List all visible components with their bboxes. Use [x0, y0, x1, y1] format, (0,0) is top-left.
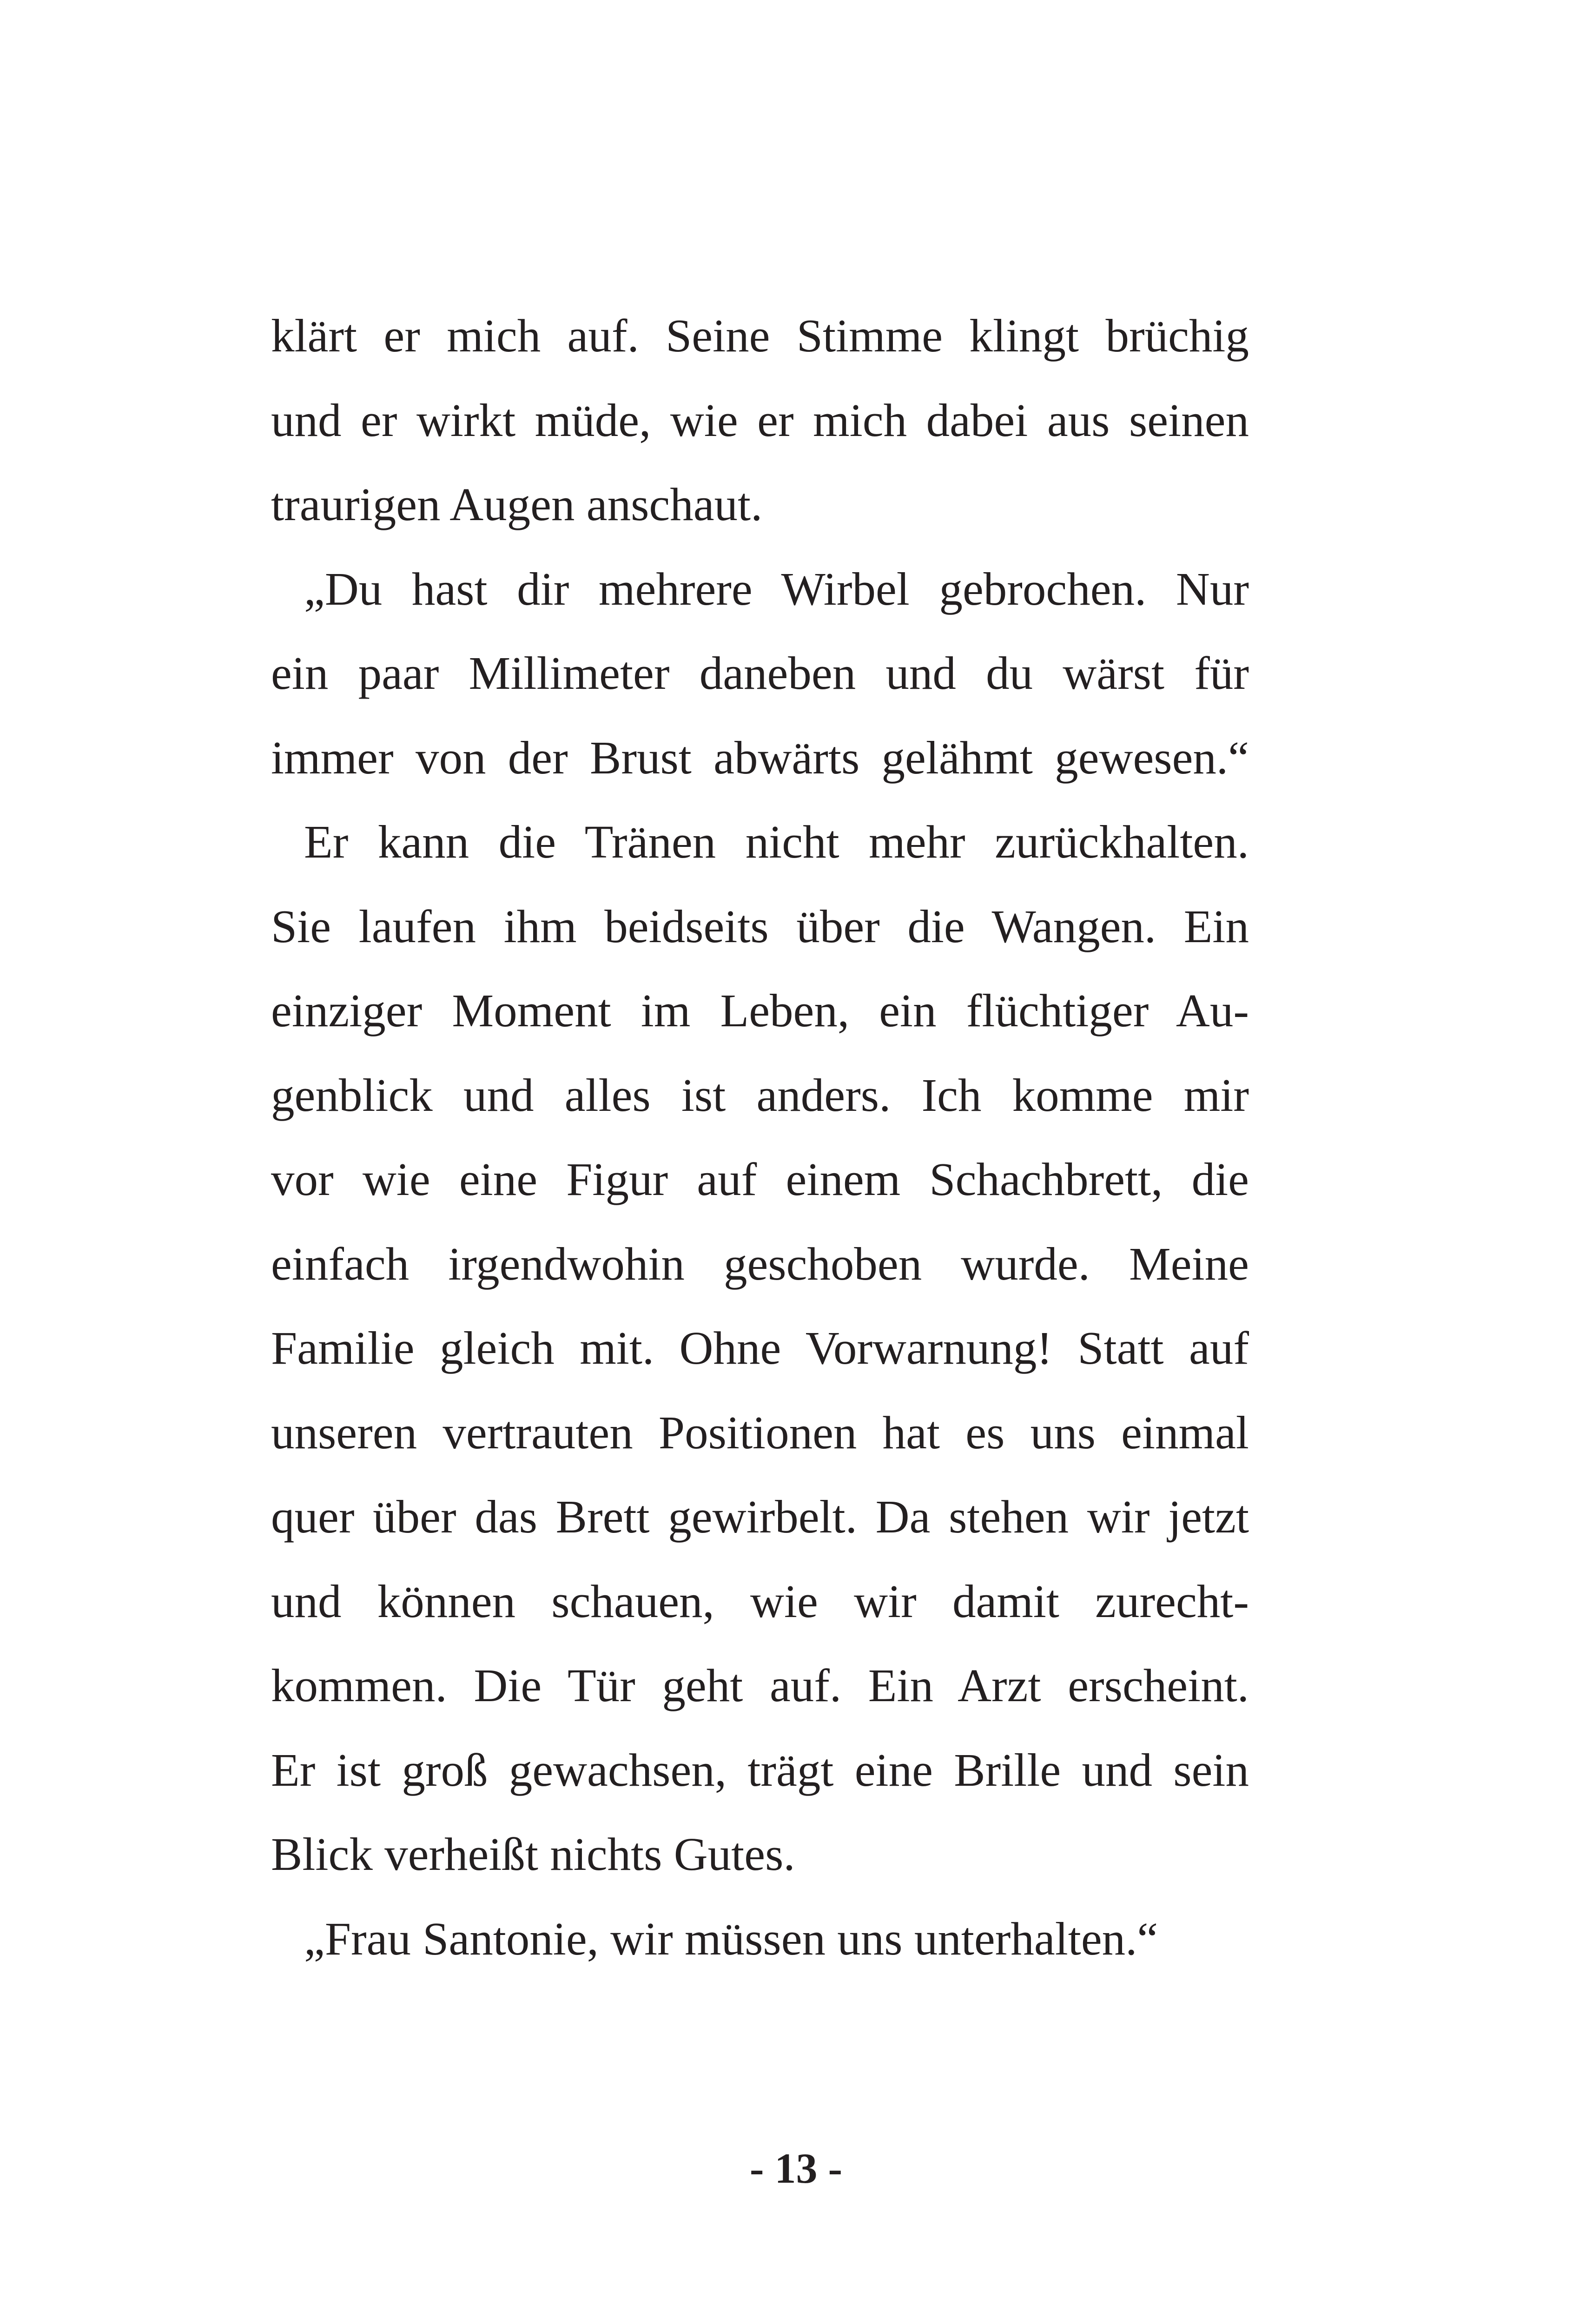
text-line: und können schauen, wie wir damit zurecht-	[271, 1575, 1249, 1627]
text-line: ein paar Millimeter daneben und du wärst für	[271, 647, 1249, 699]
text-line: einziger Moment im Leben, ein flüchtiger Au-	[271, 984, 1249, 1037]
text-line: Familie gleich mit. Ohne Vorwarnung! Statt auf	[271, 1322, 1249, 1374]
text-line: Blick verheißt nichts Gutes.	[271, 1828, 795, 1880]
body-text	[271, 294, 1249, 1981]
page-number: - 13 -	[749, 2145, 843, 2192]
text-line: „Du hast dir mehrere Wirbel gebrochen. Nur	[304, 562, 1249, 615]
text-line: traurigen Augen anschaut.	[271, 478, 763, 530]
text-line: genblick und alles ist anders. Ich komme mir	[271, 1069, 1249, 1121]
text-line: kommen. Die Tür geht auf. Ein Arzt erscheint.	[271, 1659, 1249, 1711]
text-line: unseren vertrauten Positionen hat es uns einmal	[271, 1406, 1249, 1459]
text-line: vor wie eine Figur auf einem Schachbrett, die	[271, 1153, 1249, 1205]
text-line: quer über das Brett gewirbelt. Da stehen wir jetzt	[271, 1491, 1249, 1543]
text-line: „Frau Santonie, wir müssen uns unterhalten.“	[304, 1912, 1158, 1965]
text-line: und er wirkt müde, wie er mich dabei aus seinen	[271, 394, 1249, 446]
text-line: einfach irgendwohin geschoben wurde. Meine	[271, 1237, 1249, 1290]
text-line: Er kann die Tränen nicht mehr zurückhalten.	[304, 816, 1249, 868]
text-line: Er ist groß gewachsen, trägt eine Brille und sein	[271, 1743, 1249, 1796]
text-line: klärt er mich auf. Seine Stimme klingt brüchig	[271, 310, 1249, 362]
text-line: Sie laufen ihm beidseits über die Wangen. Ein	[271, 900, 1249, 952]
text-line: immer von der Brust abwärts gelähmt gewesen.“	[271, 731, 1249, 784]
